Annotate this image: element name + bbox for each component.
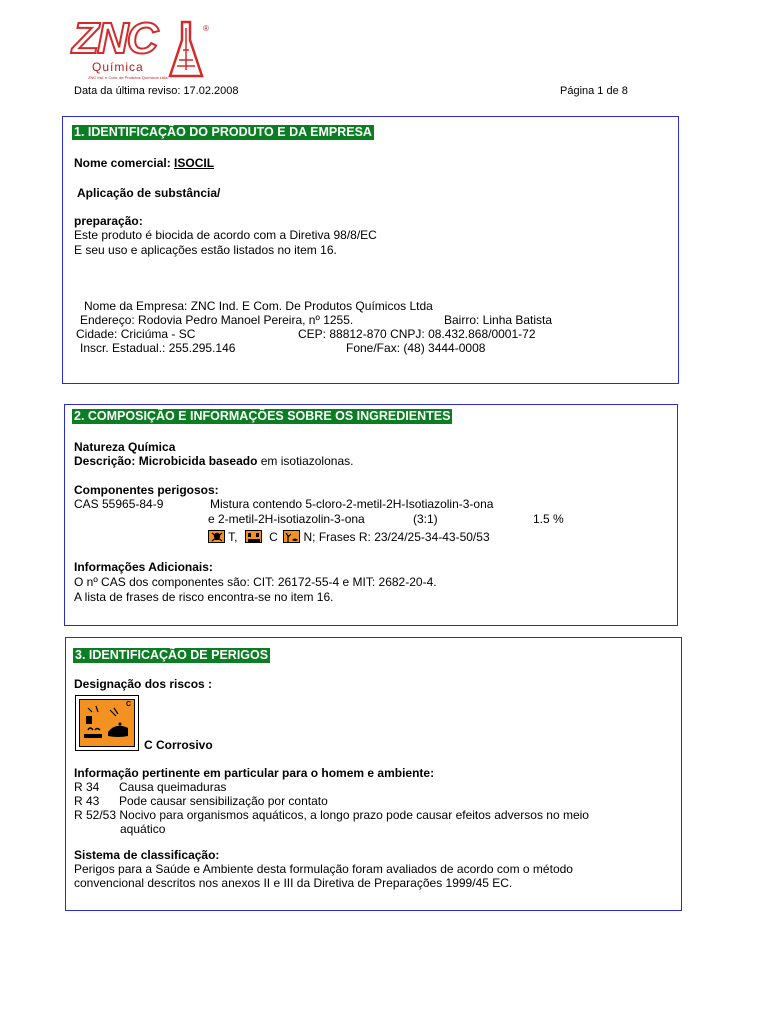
mixture-ratio: (3:1) (413, 512, 438, 526)
r34-text: Causa queimaduras (119, 780, 227, 794)
trade-name-value: ISOCIL (174, 156, 215, 170)
r43-code: R 43 (74, 794, 100, 808)
mixture-line-1: Mistura contendo 5-cloro-2-metil-2H-Isotiazolin-3-ona (210, 497, 494, 511)
cas-number: CAS 55965-84-9 (74, 497, 164, 511)
additional-info-2: A lista de frases de risco encontra-se no item 16. (74, 590, 334, 604)
revision-date: Data da última reviso: 17.02.2008 (74, 85, 239, 97)
nature-label: Natureza Química (74, 440, 176, 454)
risk-phrases: N; Frases R: 23/24/25-34-43-50/53 (303, 530, 490, 544)
hazardous-components-label: Componentes perigosos: (74, 483, 219, 497)
description-label: Descrição: Microbicida baseado (74, 454, 258, 468)
company-district: Bairro: Linha Batista (444, 313, 553, 327)
risk-designation-label: Designação dos riscos : (74, 677, 213, 691)
flask-icon (168, 20, 204, 80)
r34-code: R 34 (74, 780, 100, 794)
hazard-symbols-line (208, 530, 490, 544)
symbol-c-label: C (269, 530, 278, 544)
environment-hazard-icon (283, 530, 300, 543)
corrosive-label: C Corrosivo (144, 738, 213, 752)
mixture-percent: 1.5 % (533, 512, 564, 526)
corrosive-pictogram-icon (79, 699, 135, 747)
registered-mark: ® (203, 24, 209, 33)
section1-heading: 1. IDENTIFICAÇÃO DO PRODUTO E DA EMPRESA (74, 125, 372, 139)
company-state-registration: Inscr. Estadual.: 255.295.146 (80, 341, 236, 355)
company-name: Nome da Empresa: ZNC Ind. E Com. De Produtos Químicos Ltda (84, 299, 433, 313)
description-line (74, 454, 353, 468)
company-cep-cnpj: CEP: 88812-870 CNPJ: 08.432.868/0001-72 (298, 327, 536, 341)
trade-name-label: Nome comercial: (74, 156, 171, 170)
r5253-line-1: R 52/53 Nocivo para organismos aquáticos, a longo prazo pode causar efeitos adversos no meio (74, 808, 589, 822)
logo-subbrand: Química (92, 60, 144, 74)
additional-info-1: O nº CAS dos componentes são: CIT: 26172-55-4 e MIT: 2682-20-4. (74, 575, 437, 589)
company-address: Endereço: Rodovia Pedro Manoel Pereira, nº 1255. (80, 313, 354, 327)
description-text: em isotiazolonas. (257, 454, 354, 468)
r5253-line-2: aquático (120, 822, 166, 836)
trade-name-line (74, 156, 214, 170)
logo-brand: ZNC (72, 14, 157, 63)
company-phone: Fone/Fax: (48) 3444-0008 (346, 341, 486, 355)
company-city: Cidade: Criciúma - SC (76, 327, 196, 341)
classification-text-2: convencional descritos nos anexos II e III da Diretiva de Preparações 1999/45 EC. (74, 876, 513, 890)
section2-heading: 2. COMPOSIÇÃO E INFORMAÇÕES SOBRE OS INGREDIENTES (74, 409, 451, 423)
classification-system-label: Sistema de classificação: (74, 848, 220, 862)
preparation-text-2: E seu uso e aplicações estão listados no item 16. (74, 243, 337, 257)
preparation-text-1: Este produto é biocida de acordo com a Diretiva 98/8/EC (74, 228, 377, 242)
mixture-line-2: e 2-metil-2H-isotiazolin-3-ona (208, 512, 365, 526)
r43-text: Pode causar sensibilização por contato (119, 794, 328, 808)
application-label: Aplicação de substância/ (77, 186, 221, 200)
classification-text-1: Perigos para a Saúde e Ambiente desta formulação foram avaliados de acordo com o método (74, 862, 573, 876)
preparation-label: preparação: (74, 214, 143, 228)
section3-heading: 3. IDENTIFICAÇÃO DE PERIGOS (75, 648, 269, 662)
corrosive-pictogram (75, 695, 139, 751)
additional-info-label: Informações Adicionais: (74, 560, 213, 574)
symbol-t-label: T, (228, 530, 238, 544)
pictogram-letter: C (125, 701, 131, 708)
logo-company-name: ZNC Ind. e Com. de Produtos Químicos Ltda. (88, 75, 169, 80)
page-number: Página 1 de 8 (560, 85, 628, 97)
company-logo (72, 14, 222, 82)
toxic-skull-icon (208, 530, 225, 543)
corrosive-icon (245, 530, 262, 543)
pertinent-info-label: Informação pertinente em particular para o homem e ambiente: (74, 766, 435, 780)
